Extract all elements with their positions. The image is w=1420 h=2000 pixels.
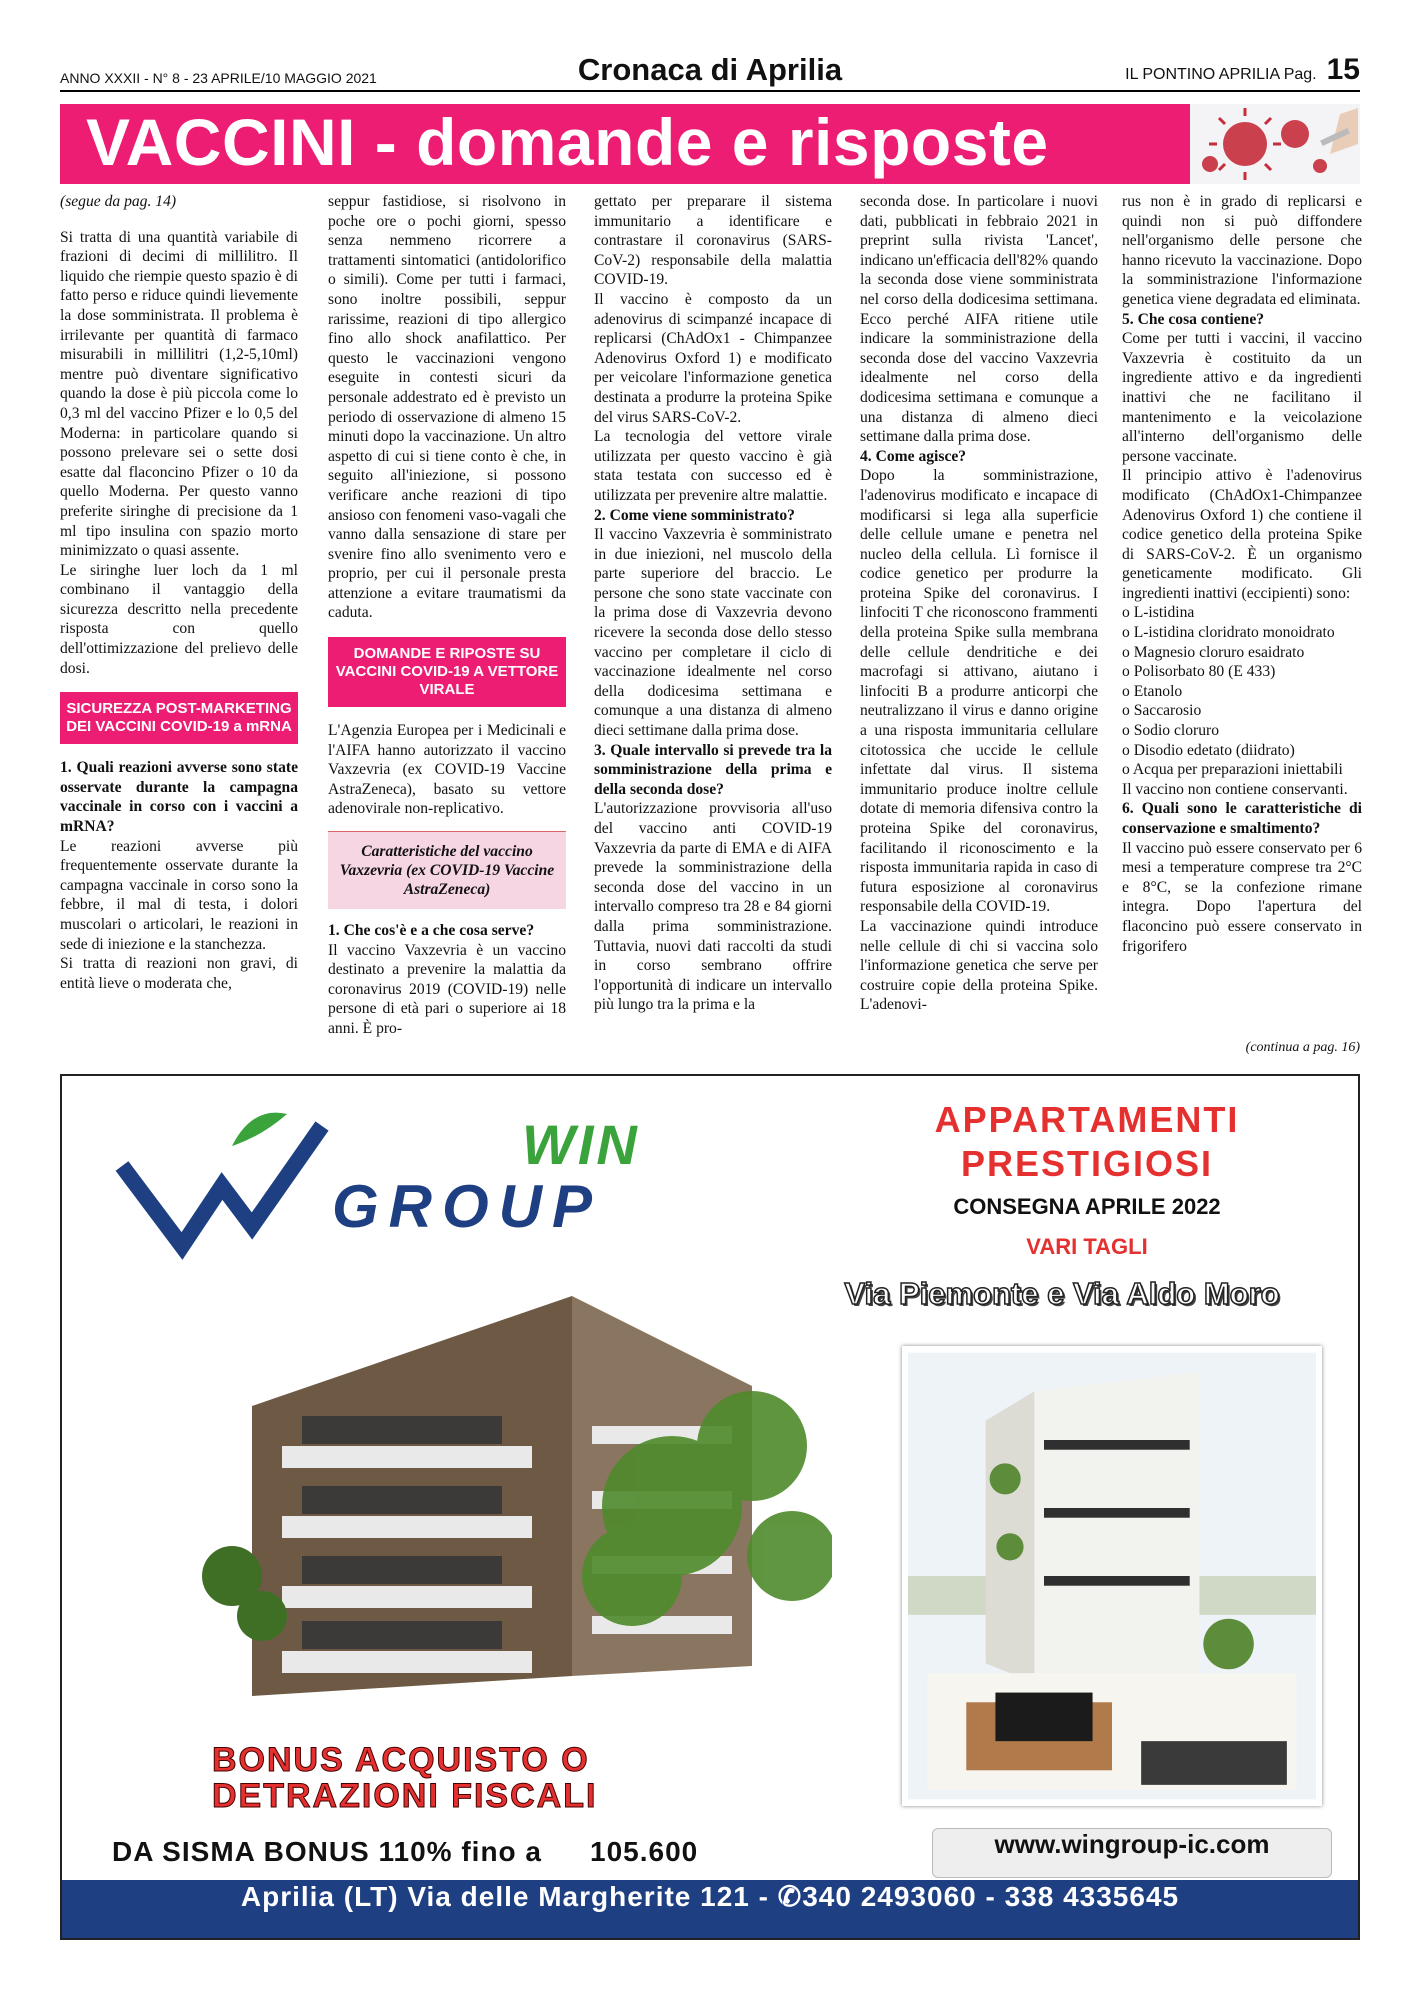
list-item: o Disodio edetato (diidrato)	[1122, 741, 1295, 759]
ad-sizes: VARI TAGLI	[1026, 1234, 1148, 1259]
continua-note: (continua a pag. 16)	[1245, 1040, 1360, 1055]
paragraph: Il vaccino può essere conservato per 6 mesi a temperature comprese tra 2°C e 8°C, se la confezione rimane integra. Dopo l'apertura del flaconcino può essere conservato in frigorifero	[1122, 839, 1362, 955]
paragraph: rus non è in grado di replicarsi e quindi non si può diffondere nell'organismo delle persone che hanno ricevuto la vaccinazione. Dopo la somministrazione l'informazione genetica viene degradata ed eliminata.	[1122, 193, 1362, 308]
column-4	[860, 192, 1098, 1062]
sisma-amount: 105.600	[590, 1836, 699, 1867]
subsection-box: Caratteristiche del vaccino Vaxzevria (ex COVID-19 Vaccine AstraZeneca)	[328, 831, 566, 909]
paragraph: Le reazioni avverse più frequentemente osservate durante la campagna vaccinale in corso sono la febbre, il mal di testa, i dolori muscolari o articolari, le reazioni in sede di iniezione e la stanchezza.	[60, 837, 298, 953]
question: 3. Quale intervallo si prevede tra la somministrazione della prima e della seconda dose?	[594, 741, 832, 798]
paragraph: Si tratta di una quantità variabile di frazioni di decimi di millilitro. Il liquido che riempie questo spazio è di fatto perso e riduce quindi lievemente la dose somministrata. Il problema è irrilevante per quantità di farmaco misurabili in millilitri (1,2-5,10ml) mentre può diventare significativo quando la dose è più piccola come lo 0,3 ml del vaccino Pfizer e lo 0,5 del Moderna: in particolare quando si possono prelevare sei o sette dosi esatte dal flaconcino Pfizer o 10 da quello Moderna. Per questo vanno preferite siringhe di precisione da 1 ml tipo insulina con spazio morto minimizzato o quasi assente.	[60, 228, 298, 560]
issue-info: ANNO XXXII - N° 8 - 23 APRILE/10 MAGGIO 2021	[60, 70, 377, 86]
page-header	[60, 52, 1360, 92]
segue-note: (segue da pag. 14)	[60, 193, 177, 210]
ingredient-list	[1122, 603, 1362, 779]
ad-sisma-bonus	[112, 1836, 698, 1868]
interior-render-image	[902, 1346, 1322, 1806]
column-1	[60, 192, 298, 1062]
list-item: o Saccarosio	[1122, 702, 1202, 720]
question: 1. Che cos'è e a che cosa serve?	[328, 922, 535, 940]
article-title: VACCINI - domande e risposte	[86, 105, 1049, 179]
paragraph: Il vaccino Vaxzevria è un vaccino destinato a prevenire la malattia da coronavirus 2019 (COVID-19) nelle persone di età pari o superiore ai 18 anni. È pro-	[328, 941, 566, 1037]
paragraph: L'autorizzazione provvisoria all'uso del vaccino anti COVID-19 Vaxzevria da parte di EMA e di AIFA prevede la somministrazione della seconda dose del vaccino in un intervallo compreso tra 28 e 84 giorni dalla prima somministrazione. Tuttavia, nuovi dati raccolti da studi in corso sembrano offrire l'opportunità di indicare un intervallo più lungo tra la prima e la	[594, 800, 832, 1014]
column-2	[328, 192, 566, 1062]
paragraph: Il vaccino non contiene conservanti.	[1122, 780, 1348, 798]
list-item: o Magnesio cloruro esaidrato	[1122, 643, 1305, 661]
section-title: Cronaca di Aprilia	[577, 52, 843, 87]
paper-label: IL PONTINO APRILIA Pag.	[1125, 66, 1317, 83]
paragraph: La tecnologia del vettore virale utilizzata per questo vaccino è già stata testata con successo ed è utilizzata per prevenire altre malattie.	[594, 428, 832, 504]
paragraph: Dopo la somministrazione, l'adenovirus modificato e incapace di modificarsi si lega alla superficie delle cellule umane e penetra nel nucleo della cellula. Lì fornisce il codice genetico per produrre la proteina Spike del coronavirus. I linfociti T che riconoscono frammenti della proteina Spike sulla membrana delle cellule dendritiche e dei macrofagi si attivano, aiutano i linfociti B a produrre anticorpi che neutralizzano il virus e danno origine a una risposta immunitaria cellulare citotossica che uccide le cellule infettate dal virus. Il sistema immunitario produce inoltre cellule dotate di memoria difensiva contro la proteina Spike del coronavirus, facilitando il riconoscimento e la risposta immunitaria rapida in caso di futura esposizione al coronavirus responsabile della COVID-19.	[860, 467, 1098, 916]
paragraph: seppur fastidiose, si risolvono in poche ore o pochi giorni, spesso senza nemmeno ricorrere a trattamenti sintomatici (antidolorifico o simili). Come per tutti i farmaci, sono inoltre possibili, seppur rarissime, reazioni di tipo allergico fino allo shock anafilattico. Per questo le vaccinazioni vengono eseguite in contesti sicuri da personale addestrato ed è previsto un periodo di osservazione di almeno 15 minuti dopo la vaccinazione. Un altro aspetto di cui si tiene conto è che, in seguito all'iniezione, si possono verificare anche reazioni di tipo ansioso con fenomeni vaso-vagali che vanno dalla sensazione di stare per svenire fino allo svenimento vero e proprio, per cui il personale presta attenzione a evitare traumatismi da caduta.	[328, 193, 566, 622]
paragraph: Il principio attivo è l'adenovirus modificato (ChAdOx1-Chimpanzee Adenovirus Oxford 1) che contiene il codice genetico della proteina Spike di SARS-CoV-2. È un organismo geneticamente modificato. Gli ingredienti inattivi (eccipienti) sono:	[1122, 467, 1362, 602]
question: 2. Come viene somministrato?	[594, 506, 795, 524]
question: 6. Quali sono le caratteristiche di conservazione e smaltimento?	[1122, 800, 1362, 837]
column-3	[594, 192, 832, 1062]
paragraph: Si tratta di reazioni non gravi, di entità lieve o moderata che,	[60, 955, 298, 992]
ad-footer: Aprilia (LT) Via delle Margherite 121 - ✆340 2493060 - 338 4335645	[62, 1880, 1358, 1938]
list-item: o L-istidina	[1122, 604, 1195, 622]
virus-illustration	[1190, 104, 1360, 184]
list-item: o Polisorbato 80 (E 433)	[1122, 663, 1276, 681]
bonus-line-2: DETRAZIONI FISCALI	[212, 1777, 598, 1815]
sisma-text: DA SISMA BONUS 110% fino a	[112, 1836, 543, 1867]
wingroup-logo-icon	[112, 1106, 332, 1271]
ad-delivery: CONSEGNA APRILE 2022	[953, 1194, 1221, 1219]
paragraph: seconda dose. In particolare i nuovi dati, pubblicati in febbraio 2021 in preprint sulla rivista 'Lancet', indicano un'efficacia dell'82% quando la seconda dose viene somministrata nel corso della dodicesima settimana. Ecco perché AIFA ritiene utile indicare la somministrazione della seconda dose del vaccino Vaxzevria idealmente nel corso della dodicesima settimana e comunque a una distanza di almeno dieci settimane dalla prima dose.	[860, 193, 1098, 446]
paragraph: gettato per preparare il sistema immunitario a identificare e contrastare il coronavirus (SARS-CoV-2) responsabile della malattia COVID-19.	[594, 193, 832, 289]
paragraph: Il vaccino è composto da un adenovirus di scimpanzé incapace di replicarsi (ChAdOx1 - Chimpanzee Adenovirus Oxford 1) e modificato per veicolare l'informazione genetica destinata a produrre la proteina Spike del virus SARS-CoV-2.	[594, 290, 832, 426]
article-banner	[60, 104, 1190, 184]
brand-win: WIN	[522, 1113, 640, 1176]
section-box: SICUREZZA POST-MARKETING DEI VACCINI COVID-19 a mRNA	[60, 692, 298, 744]
list-item: o L-istidina cloridrato monoidrato	[1122, 624, 1335, 642]
paragraph: Il vaccino Vaxzevria è somministrato in due iniezioni, nel muscolo della parte superiore del braccio. Le persone che sono state vaccinate con la prima dose di Vaxzevria devono ricevere la seconda dose dello stesso vaccino per completare il ciclo di vaccinazione idealmente nel corso della dodicesima settimana e comunque a una distanza di almeno dieci settimane dalla prima dose.	[594, 526, 832, 740]
paragraph: Le siringhe luer loch da 1 ml combinano il vantaggio della sicurezza descritto nella precedente risposta con quello dell'ottimizzazione del prelievo delle dosi.	[60, 561, 298, 677]
question: 1. Quali reazioni avverse sono state osservate durante la campagna vaccinale in corso con i vaccini a mRNA?	[60, 759, 298, 836]
question: 4. Come agisce?	[860, 447, 967, 465]
list-item: o Acqua per preparazioni iniettabili	[1122, 761, 1343, 779]
column-5	[1122, 192, 1362, 1062]
ad-title: APPARTAMENTI PRESTIGIOSI	[934, 1099, 1240, 1184]
paragraph: L'Agenzia Europea per i Medicinali e l'AIFA hanno autorizzato il vaccino Vaxzevria (ex COVID-19 Vaccine AstraZeneca), basato su vettore adenovirale non-replicativo.	[328, 722, 566, 818]
bonus-line-1: BONUS ACQUISTO O	[212, 1741, 590, 1779]
ad-address-streets: Via Piemonte e Via Aldo Moro	[844, 1276, 1280, 1311]
ad-bonus	[212, 1742, 597, 1814]
question: 5. Che cosa contiene?	[1122, 310, 1265, 328]
paragraph: La vaccinazione quindi introduce nelle cellule di chi si vaccina solo l'informazione genetica che serve per costruire copie della proteina Spike. L'adenovi-	[860, 917, 1098, 1014]
building-render-image	[192, 1276, 832, 1716]
paper-name	[1125, 53, 1360, 87]
list-item: o Etanolo	[1122, 682, 1183, 700]
paragraph: Come per tutti i vaccini, il vaccino Vaxzevria è costituito da un ingrediente attivo e da ingredienti inattivi che ne facilitano il mantenimento e la veicolazione all'interno dell'organismo delle persone vaccinate.	[1122, 330, 1362, 465]
section-box: DOMANDE E RIPOSTE SU VACCINI COVID-19 A VETTORE VIRALE	[328, 637, 566, 707]
list-item: o Sodio cloruro	[1122, 722, 1220, 740]
website-link[interactable]: www.wingroup-ic.com	[932, 1828, 1332, 1878]
brand-group: GROUP	[332, 1173, 603, 1240]
page-number: 15	[1326, 53, 1360, 86]
advertisement	[60, 1074, 1360, 1940]
